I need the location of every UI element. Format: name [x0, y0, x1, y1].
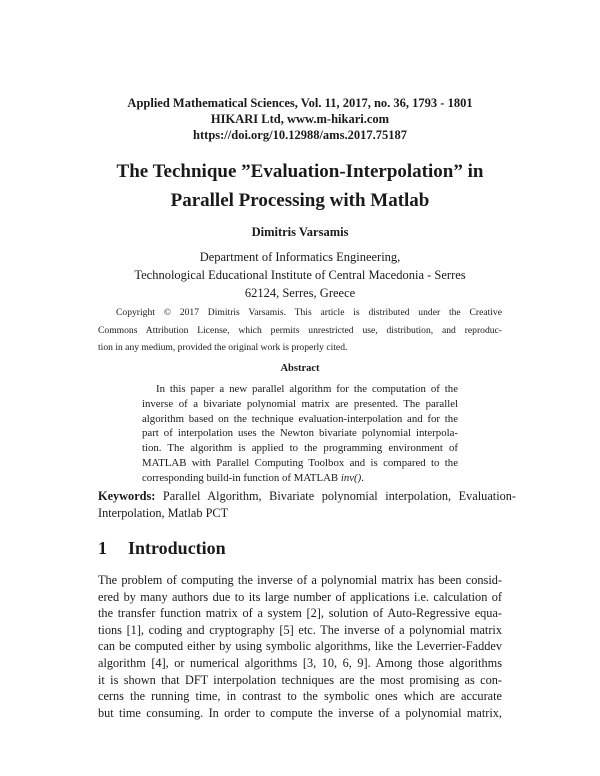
copyright-line-2: Commons Attribution License, which permits unrestricted use, distribution, and reproduc-: [98, 324, 502, 336]
intro-line: tions [1], coding and cryptography [5] etc. The inverse of a polynomial matrix: [98, 622, 502, 637]
copyright-line-3: tion in any medium, provided the original work is properly cited.: [98, 342, 348, 353]
intro-line: cerns the running time, in contrast to the symbolic ones which are accurate: [98, 689, 502, 704]
section-number: 1: [98, 538, 107, 558]
abstract-function-name: inv(): [340, 471, 362, 484]
paper-title-line-1: The Technique ”Evaluation-Interpolation” in: [116, 161, 484, 182]
keywords-line-2: Interpolation, Matlab PCT: [98, 506, 229, 520]
section-title: Introduction: [128, 538, 226, 558]
keywords-line-1: [98, 488, 516, 505]
intro-line: it is shown that DFT interpolation techniques are the most promising as con-: [98, 672, 502, 687]
affiliation-line-3: 62124, Serres, Greece: [244, 286, 356, 300]
journal-line: Applied Mathematical Sciences, Vol. 11, 2017, no. 36, 1793 - 1801: [127, 96, 473, 110]
abstract-body: [142, 382, 458, 486]
abstract-last-line: [142, 471, 458, 486]
abstract-line: In this paper a new parallel algorithm for the computation of the: [156, 383, 458, 395]
keywords-label: Keywords:: [98, 489, 156, 503]
abstract-line: algorithm based on the technique evaluation-interpolation and for the: [142, 412, 458, 425]
intro-line: algorithm [4], or numerical algorithms [3, 10, 6, 9]. Among those algorithms: [98, 655, 502, 670]
abstract-last-text: corresponding build-in function of MATLAB: [142, 471, 341, 484]
abstract-last-punct: .: [361, 471, 364, 484]
abstract-line: inverse of a bivariate polynomial matrix are presented. The parallel: [142, 397, 458, 410]
affiliation-line-2: Technological Educational Institute of Central Macedonia - Serres: [134, 268, 466, 282]
introduction-body: [98, 572, 502, 721]
keywords-block: [98, 488, 516, 522]
doi-line: https://doi.org/10.12988/ams.2017.75187: [193, 128, 407, 142]
intro-line: can be computed either by using symbolic algorithms, like the Leverrier-Faddev: [98, 639, 502, 654]
intro-line: but time consuming. In order to compute the inverse of a polynomial matrix,: [98, 705, 502, 720]
intro-line: ered by many authors due to its large number of applications i.e. calculation of: [98, 589, 502, 604]
abstract-line: MATLAB with Parallel Computing Toolbox and is compared to the: [142, 456, 458, 469]
intro-line: the transfer function matrix of a system [2], solution of Auto-Regressive equa-: [98, 606, 502, 621]
author-name: Dimitris Varsamis: [251, 225, 349, 239]
paper-title-line-2: Parallel Processing with Matlab: [170, 190, 430, 211]
abstract-line: tion. The algorithm is applied to the programming environment of: [142, 442, 458, 455]
copyright-notice: [98, 304, 502, 357]
affiliation-line-1: Department of Informatics Engineering,: [199, 250, 401, 264]
section-heading: [98, 538, 502, 559]
abstract-line: part of interpolation uses the Newton bivariate polynomial interpola-: [142, 427, 458, 440]
intro-line: The problem of computing the inverse of a polynomial matrix has been consid-: [98, 573, 502, 587]
copyright-line-1: Copyright © 2017 Dimitris Varsamis. This article is distributed under the Creative: [116, 307, 502, 318]
keywords-text-1: Parallel Algorithm, Bivariate polynomial interpolation, Evaluation-: [162, 489, 516, 503]
abstract-heading: Abstract: [280, 363, 320, 374]
publisher-line: HIKARI Ltd, www.m-hikari.com: [210, 112, 390, 126]
